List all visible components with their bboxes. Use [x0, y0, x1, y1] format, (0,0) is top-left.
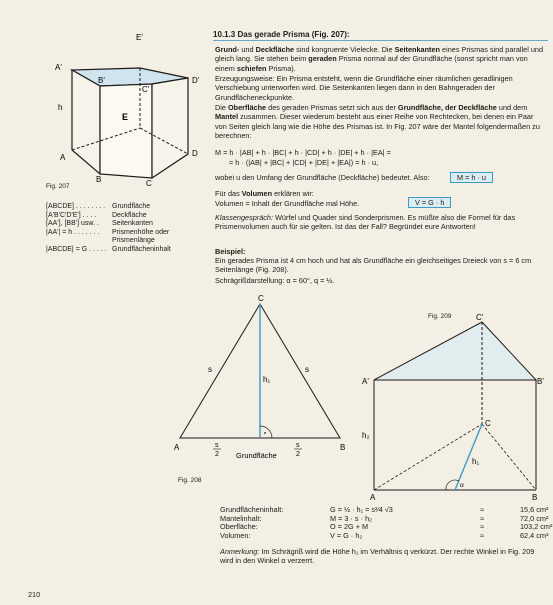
label-a: A: [370, 493, 376, 500]
label-e-prime: E': [136, 33, 143, 42]
label-a-prime: A': [362, 377, 369, 386]
label-c: C: [258, 294, 264, 303]
label-s-left: s: [208, 365, 212, 374]
paragraph-surface: Die Oberfläche des geraden Prismas setzt sich aus der Grundfläche, der Deckfläche und dem Mantel zusammen. Dieser wiederum besteht aus einer Reihe von Rechtecken, bei denen ein Paar von Seiten gleich lang wie die Höhe des Prismas ist. In Fig. 207 wäre der Mantel folgendermaßen zu berechnen:: [215, 103, 540, 140]
formula-box-mantle: M = h · u: [450, 172, 493, 183]
section-title: Das gerade Prisma: [237, 30, 310, 39]
results-row: Oberfläche: O = 2G + M ≈ 103,2 cm²: [220, 522, 553, 532]
paragraph-perimeter: wobei u den Umfang der Grundfläche (Deckfläche) bedeutet. Also:: [215, 173, 430, 182]
side-face-bc: [100, 84, 152, 178]
paragraph-definition: Grund- und Deckfläche sind kongruente Vielecke. Die Seitenkanten eines Prismas sind parallel und gleich lang. Sie stehen beim geraden Prisma normal auf der Grundfläche (sonst spricht man von einem schiefen Prisma).: [215, 45, 544, 73]
side-face-ab: [72, 70, 100, 174]
legend-row: |ABCDE| = G . . . . . Grundflächeninhalt: [46, 245, 171, 253]
right-angle-dot: [264, 432, 266, 434]
label-c-prime: C': [476, 314, 484, 322]
section-number: 10.1.3: [213, 30, 236, 39]
example-text: Ein gerades Prisma ist 4 cm hoch und hat als Grundfläche ein gleichseitiges Dreieck von s = 6 cm Seitenlänge (Fig. 208).: [215, 256, 532, 275]
legend-row: [AA'], [BB'] usw. . Seitenkanten: [46, 220, 153, 228]
results-row: Volumen: V = G · h₂ ≈ 62,4 cm³: [220, 531, 549, 541]
label-h2: h₂: [362, 431, 370, 440]
figure-207-prism: [40, 30, 220, 190]
formula-mantle-2: = h · (|AB| + |BC| + |CD| + |DE| + |EA|) = h · u,: [229, 158, 379, 167]
label-s-half-left: s: [215, 442, 219, 449]
fig207-caption: Fig. 207: [46, 183, 70, 190]
label-two-left: 2: [215, 451, 219, 458]
label-e: E: [122, 112, 129, 122]
label-c-prime: C': [142, 85, 150, 94]
label-d: D: [192, 149, 198, 158]
label-s-right: s: [305, 365, 309, 374]
label-d-prime: D': [192, 76, 200, 85]
paragraph-volume: Für das Volumen erklären wir:: [215, 189, 314, 198]
remark: Anmerkung: Im Schrägriß wird die Höhe h₁ im Verhältnis q verkürzt. Der rechte Winkel in Fig. 209 wird in den Winkel α verzerrt.: [220, 547, 535, 566]
label-alpha: α: [460, 482, 464, 489]
formula-mantle-1: M = h · |AB| + h · |BC| + h · |CD| + h · |DE| + h · |EA| =: [215, 148, 391, 157]
legend-row: [ABCDE] . . . . . . . . Grundfläche: [46, 203, 151, 210]
edge-ac-hidden: [374, 424, 482, 490]
label-b-prime: B': [98, 76, 105, 85]
legend-row: Prismenlänge: [112, 237, 155, 245]
label-b: B: [532, 493, 538, 500]
fig209-caption: Fig. 209: [428, 313, 452, 320]
label-h: h: [58, 103, 63, 112]
label-h1: h₁: [472, 457, 480, 466]
legend-row: [A'B'C'D'E'] . . . . Deckfläche: [46, 211, 147, 219]
paragraph-class-discussion: Klassengespräch: Würfel und Quader sind Sonderprismen. Es müßte also die Formel für das Prismenvolumen auch für sie gelten. Ist das der Fall? Begründet eure Antworten!: [215, 213, 516, 232]
label-a-prime: A': [55, 63, 62, 72]
section-fig-ref: (Fig. 207):: [311, 30, 350, 39]
side-face-cd: [152, 78, 188, 178]
formula-box-volume: V = G · h: [408, 197, 451, 208]
legend-row: |AA'| = h . . . . . . . Prismenhöhe oder: [46, 228, 170, 236]
fig208-caption: Fig. 208: [178, 477, 202, 484]
label-b: B: [96, 175, 102, 184]
figure-208-triangle: [168, 292, 358, 474]
edge-cb-hidden: [482, 424, 536, 490]
results-table: [220, 506, 552, 541]
page-number: 210: [28, 590, 41, 599]
label-s-half-right: s: [296, 442, 300, 449]
figure-209-oblique-prism: [360, 314, 550, 500]
results-row: Grundflächeninhalt: G = ½ · h₁ = s²⁄4 √3 ≈ 15,6 cm²: [220, 505, 549, 514]
label-b: B: [340, 443, 346, 452]
section-heading: [213, 30, 548, 41]
paragraph-generation: Erzeugungsweise: Ein Prisma entsteht, wenn die Grundfläche einer räumlichen geradlinigen Verschiebung unterworfen wird. Die Seitenkanten liegen dann in den Bahngeraden der Grundflächeneckpunkte.: [215, 74, 513, 102]
volume-definition: Volumen = Inhalt der Grundfläche mal Höhe.: [215, 199, 360, 208]
label-a: A: [60, 153, 66, 162]
right-angle-mark: [260, 426, 272, 438]
example-heading: Beispiel:: [215, 247, 246, 256]
label-c: C: [485, 419, 491, 428]
label-c: C: [146, 179, 152, 188]
label-b-prime: B': [537, 377, 544, 386]
results-row: Mantelinhalt: M = 3 · s · h₂ ≈ 72,0 cm²: [220, 513, 549, 523]
label-base: Grundfläche: [236, 451, 277, 460]
label-two-right: 2: [296, 451, 300, 458]
label-h1: h₁: [263, 375, 271, 384]
oblique-projection-params: Schrägrißdarstellung: α = 60°, q = ½.: [215, 276, 335, 285]
fig207-legend: [46, 203, 206, 255]
label-a: A: [174, 443, 180, 452]
top-triangle: [374, 322, 536, 380]
